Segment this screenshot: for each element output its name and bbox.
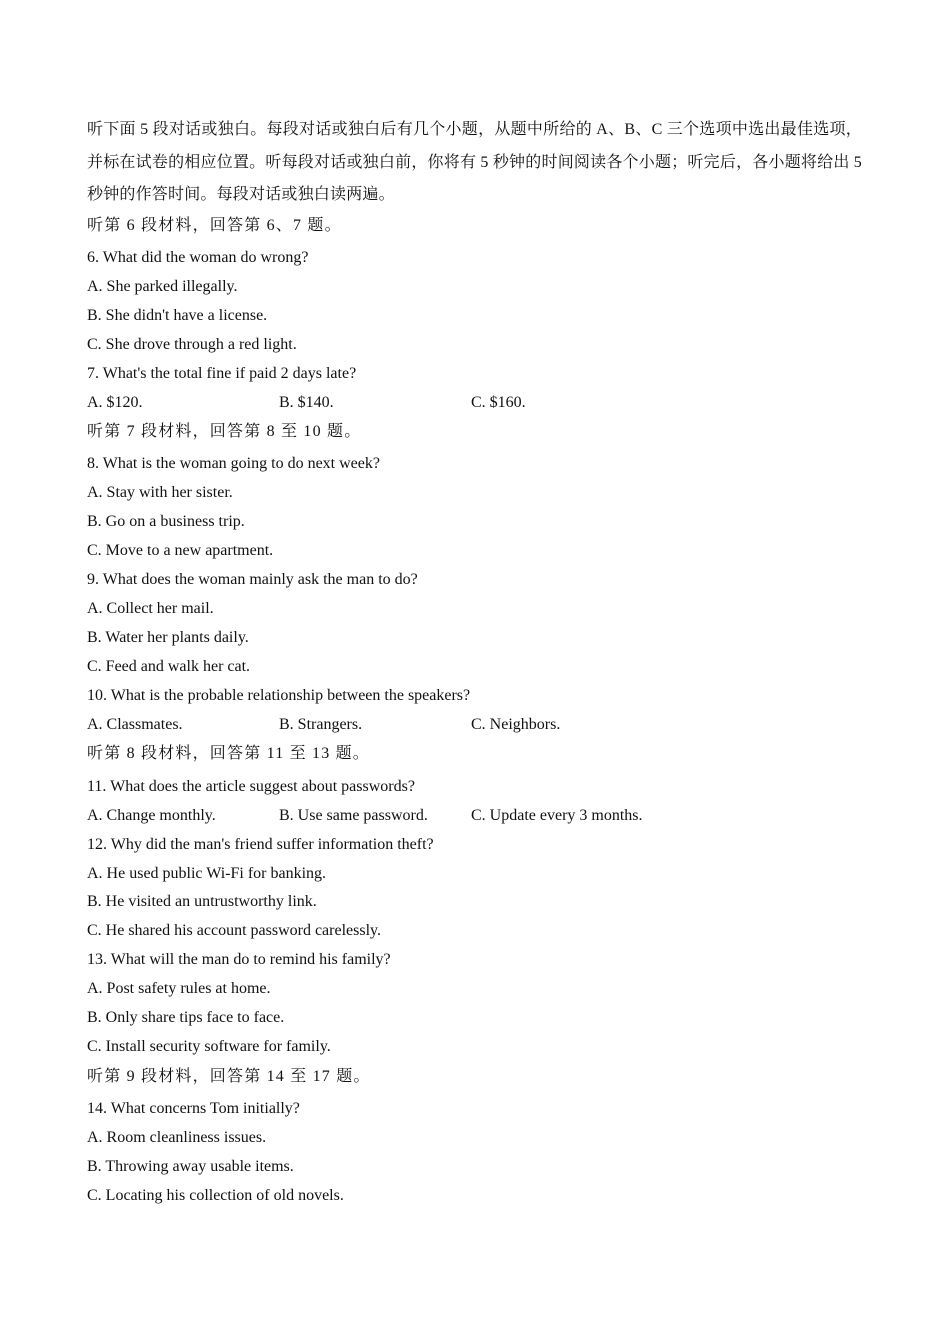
answer-option: A. Collect her mail. bbox=[87, 600, 214, 617]
question-stem: 8. What is the woman going to do next week? bbox=[87, 455, 380, 472]
question-stem: 12. Why did the man's friend suffer information theft? bbox=[87, 836, 434, 853]
answer-option: C. He shared his account password carelessly. bbox=[87, 922, 381, 939]
listening-instructions: 听下面 5 段对话或独白。每段对话或独白后有几个小题，从题中所给的 A、B、C 三个选项中选出最佳选项，并标在试卷的相应位置。听每段对话或独白前，你将有 5 秒钟的时间阅读各个小题；听完后，各小题将给出 5 秒钟的作答时间。每段对话或独白读两遍。 bbox=[87, 121, 862, 203]
answer-option: C. She drove through a red light. bbox=[87, 336, 297, 353]
section-heading: 听第 6 段材料，回答第 6、7 题。 bbox=[87, 217, 342, 234]
answer-option: C. Neighbors. bbox=[471, 716, 561, 733]
section-heading: 听第 7 段材料，回答第 8 至 10 题。 bbox=[87, 423, 362, 440]
answer-option: A. Classmates. bbox=[87, 716, 183, 733]
answer-option: B. Water her plants daily. bbox=[87, 629, 249, 646]
answer-option: A. $120. bbox=[87, 394, 143, 411]
answer-option: B. Strangers. bbox=[279, 716, 363, 733]
answer-option: B. She didn't have a license. bbox=[87, 307, 268, 324]
answer-option: C. $160. bbox=[471, 394, 526, 411]
answer-option: B. Use same password. bbox=[279, 807, 428, 824]
question-stem: 7. What's the total fine if paid 2 days late? bbox=[87, 365, 357, 382]
answer-option: C. Move to a new apartment. bbox=[87, 542, 274, 559]
question-stem: 13. What will the man do to remind his family? bbox=[87, 951, 391, 968]
section-heading: 听第 9 段材料，回答第 14 至 17 题。 bbox=[87, 1068, 371, 1085]
answer-option: B. $140. bbox=[279, 394, 334, 411]
answer-option: A. Change monthly. bbox=[87, 807, 216, 824]
answer-option: B. Only share tips face to face. bbox=[87, 1009, 285, 1026]
answer-option: B. Throwing away usable items. bbox=[87, 1158, 294, 1175]
question-stem: 11. What does the article suggest about passwords? bbox=[87, 778, 415, 795]
answer-option: B. Go on a business trip. bbox=[87, 513, 245, 530]
answer-option: C. Locating his collection of old novels. bbox=[87, 1187, 344, 1204]
question-stem: 14. What concerns Tom initially? bbox=[87, 1100, 300, 1117]
answer-option: C. Feed and walk her cat. bbox=[87, 658, 251, 675]
answer-option: B. He visited an untrustworthy link. bbox=[87, 893, 317, 910]
question-stem: 9. What does the woman mainly ask the man to do? bbox=[87, 571, 418, 588]
answer-option: A. Room cleanliness issues. bbox=[87, 1129, 267, 1146]
question-stem: 6. What did the woman do wrong? bbox=[87, 249, 309, 266]
answer-option: A. She parked illegally. bbox=[87, 278, 238, 295]
answer-option: C. Update every 3 months. bbox=[471, 807, 643, 824]
section-heading: 听第 8 段材料，回答第 11 至 13 题。 bbox=[87, 745, 371, 762]
answer-option: A. Stay with her sister. bbox=[87, 484, 233, 501]
answer-option: A. He used public Wi-Fi for banking. bbox=[87, 865, 327, 882]
answer-option: C. Install security software for family. bbox=[87, 1038, 331, 1055]
answer-option: A. Post safety rules at home. bbox=[87, 980, 271, 997]
question-stem: 10. What is the probable relationship between the speakers? bbox=[87, 687, 471, 704]
